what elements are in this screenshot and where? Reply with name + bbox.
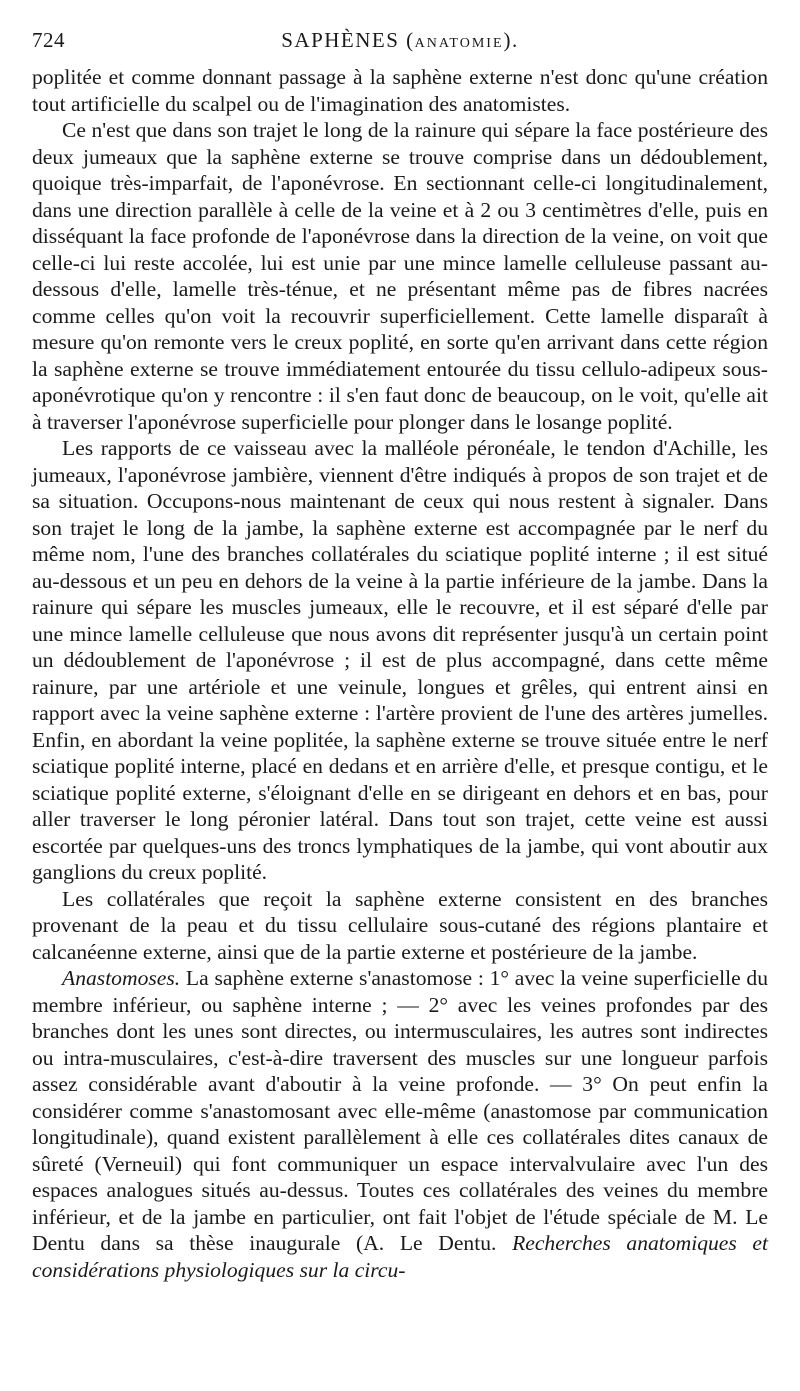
- running-head-smallcaps: ANATOMIE: [414, 36, 504, 51]
- reference-title: Recherches anatomiques et considérations physiologiques sur la circu-: [32, 1231, 768, 1282]
- section-label-anastomoses: Anastomoses.: [62, 966, 181, 990]
- body-text: [32, 64, 768, 1283]
- paragraph-continuation: poplitée et comme donnant passage à la saphène externe n'est donc qu'une création tout artificielle du scalpel ou de l'imagination des anatomistes.: [32, 65, 768, 116]
- paragraph-trajet: Ce n'est que dans son trajet le long de la rainure qui sépare la face postérieure des deux jumeaux que la saphène externe se trouve comprise dans un dédoublement, quoique très-imparfait, de l'aponévrose. En sectionnant celle-ci longitudinalement, dans une direction parallèle à celle de la veine et à 2 ou 3 centimètres d'elle, puis en disséquant la face profonde de l'aponévrose dans la direction de la veine, on voit que celle-ci lui reste accolée, lui est unie par une mince lamelle celluleuse passant au-dessous d'elle, lamelle très-ténue, et ne présentant même pas de fibres nacrées comme celles qu'on voit la recouvrir superficiellement. Cette lamelle disparaît à mesure qu'on remonte vers le creux poplité, en sorte qu'en arrivant dans cette région la saphène externe se trouve immédiatement entourée du tissu cellulo-adipeux sous-aponévrotique qu'on y rencontre : il s'en faut donc de beaucoup, on le voit, qu'elle ait à traverser l'aponévrose superficielle pour plonger dans le losange poplité.: [32, 118, 768, 434]
- running-head-end: ).: [503, 28, 519, 52]
- page-number: 724: [32, 28, 65, 52]
- running-head-main: SAPHÈNES (: [281, 28, 415, 52]
- anastomoses-text: La saphène externe s'anastomose : 1° avec la veine superficielle du membre inférieur, ou saphène interne ; — 2° avec les veines profondes par des branches dont les unes sont directes, ou intermusculaires, les autres sont indirectes ou intra-musculaires, c'est-à-dire traversent des muscles sur une longueur parfois assez considérable avant d'aboutir à la veine profonde. — 3° On peut enfin la considérer comme s'anastomosant avec elle-même (anastomose par communication longitudinale), quand existent parallèlement à elle ces collatérales dites canaux de sûreté (Verneuil) qui font communiquer un espace intervalvulaire avec l'un des espaces analogues situés au-dessus. Toutes ces collatérales des veines du membre inférieur, et de la jambe en particulier, ont fait l'objet de l'étude spéciale de M. Le Dentu dans sa thèse inaugurale (A. Le Dentu.: [32, 966, 768, 1255]
- page-header: [32, 22, 768, 62]
- paragraph-collaterales: Les collatérales que reçoit la saphène externe consistent en des branches provenant de la peau et du tissu cellulaire sous-cutané des régions plantaire et calcanéenne externe, ainsi que de la partie externe et postérieure de la jambe.: [32, 886, 768, 964]
- paragraph-rapports: Les rapports de ce vaisseau avec la malléole péronéale, le tendon d'Achille, les jumeaux, l'aponévrose jambière, viennent d'être indiqués à propos de son trajet et de sa situation. Occupons-nous maintenant de ceux qui nous restent à signaler. Dans son trajet le long de la jambe, la saphène externe est accompagnée par le nerf du même nom, l'une des branches collatérales du sciatique poplité interne ; il est situé au-dessous et un peu en dehors de la veine à la partie inférieure de la jambe. Dans la rainure qui sépare les muscles jumeaux, elle le recouvre, et il est séparé d'elle par une mince lamelle celluleuse que nous avons dit représenter jusqu'à un certain point un dédoublement de l'aponévrose ; il est de plus accompagné, dans cette même rainure, par une artériole et une veinule, longues et grêles, qui entrent ainsi en rapport avec la veine saphène externe : l'artère provient de l'une des artères jumelles. Enfin, en abordant la veine poplitée, la saphène externe se trouve située entre le nerf sciatique poplité interne, placé en dedans et en arrière d'elle, et presque contigu, et le sciatique poplité externe, s'éloignant d'elle en se dirigeant en dehors et en bas, pour aller traverser le long péronier latéral. Dans tout son trajet, cette veine est aussi escortée par quelques-uns des troncs lymphatiques de la jambe, qui vont aboutir aux ganglions du creux poplité.: [32, 436, 768, 884]
- paragraph-anastomoses: [32, 965, 768, 1283]
- running-head: [32, 28, 768, 53]
